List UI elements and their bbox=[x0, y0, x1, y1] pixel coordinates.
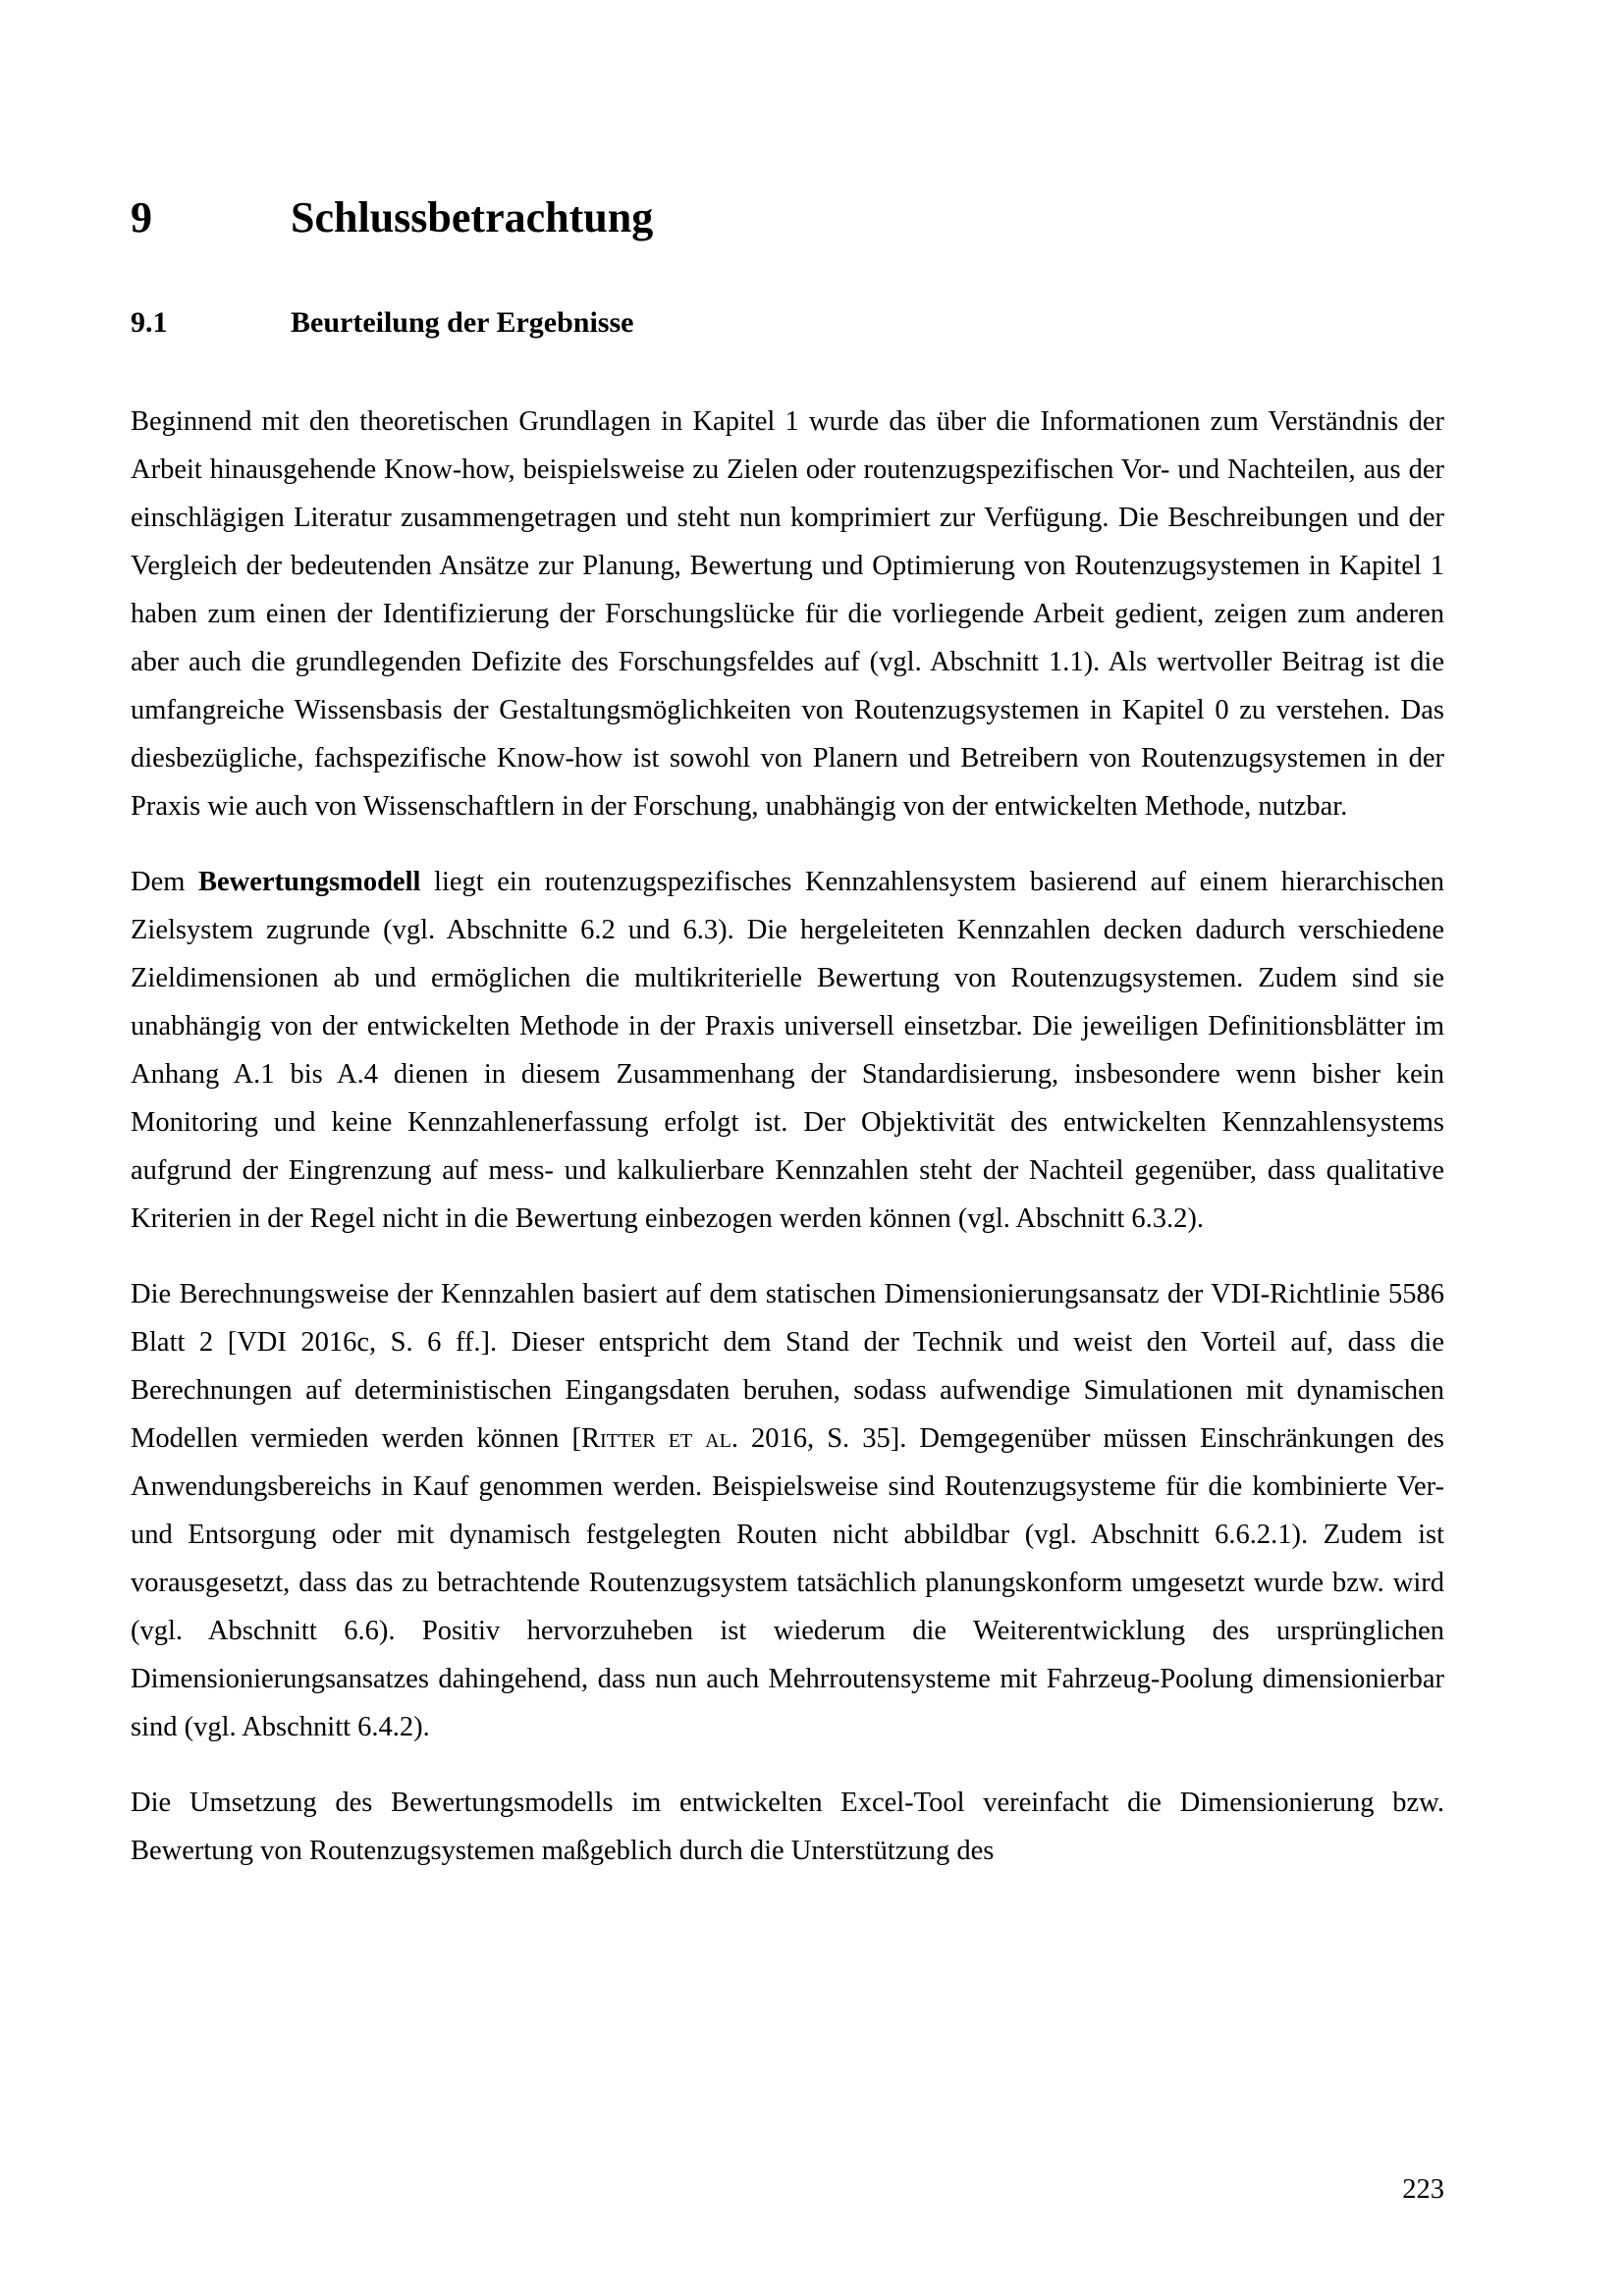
page-number: 223 bbox=[1402, 2174, 1444, 2205]
text-run: liegt ein routenzugspezifisches Kennzahlensystem basierend auf einem hierarchischen Zielsystem zugrunde (vgl. Abschnitte 6.2 und 6.3). Die hergeleiteten Kennzahlen decken dadurch verschiedene Zieldimensionen ab und ermöglichen die multikriterielle Bewertung von Routenzugsystemen. Zudem sind sie unabhängig von der entwickelten Methode in der Praxis universell einsetzbar. Die jeweiligen Definitionsblätter im Anhang A.1 bis A.4 dienen in diesem Zusammenhang der Standardisierung, insbesondere wenn bisher kein Monitoring und keine Kennzahlenerfassung erfolgt ist. Der Objektivität des entwickelten Kennzahlensystems aufgrund der Eingrenzung auf mess- und kalkulierbare Kennzahlen steht der Nachteil gegenüber, dass qualitative Kriterien in der Regel nicht in die Bewertung einbezogen werden können (vgl. Abschnitt 6.3.2). bbox=[131, 867, 1445, 1234]
section-title: Beurteilung der Ergebnisse bbox=[291, 306, 634, 339]
paragraph bbox=[131, 1779, 1444, 1875]
citation-author: Ritter et al. bbox=[580, 1423, 738, 1454]
section-heading bbox=[131, 306, 633, 341]
body-text bbox=[131, 398, 1444, 1875]
chapter-title: Schlussbetrachtung bbox=[291, 193, 654, 241]
section-number: 9.1 bbox=[131, 306, 168, 339]
text-run: 2016, S. 35]. Demgegenüber müssen Einschränkungen des Anwendungsbereichs in Kauf genommen werden. Beispielsweise sind Routenzugsysteme für die kombinierte Ver- und Entsorgung oder mit dynamisch festgelegten Routen nicht abbildbar (vgl. Abschnitt 6.6.2.1). Zudem ist vorausgesetzt, dass das zu betrachtende Routenzugsystem tatsächlich planungskonform umgesetzt wurde bzw. wird (vgl. Abschnitt 6.6). Positiv hervorzuheben ist wiederum die Weiterentwicklung des ursprünglichen Dimensionierungsansatzes dahingehend, dass nun auch Mehrroutensysteme mit Fahrzeug-Poolung dimensionierbar sind (vgl. Abschnitt 6.4.2). bbox=[131, 1423, 1444, 1742]
text-run: Die Umsetzung des Bewertungsmodells im entwickelten Excel-Tool vereinfacht die Dimensionierung bzw. Bewertung von Routenzugsystemen maßgeblich durch die Unterstützung des bbox=[131, 1788, 1444, 1866]
chapter-heading bbox=[131, 194, 653, 241]
text-run: Die Berechnungsweise der Kennzahlen basiert auf dem statischen Dimensionierungsansatz der VDI-Richtlinie 5586 Blatt 2 [VDI 2016c, S. 6 ff.]. Dieser entspricht dem Stand der Technik und weist den Vorteil auf, dass die Berechnungen auf deterministischen Eingangsdaten beruhen, sodass aufwendige Simulationen mit dynamischen Modellen vermieden werden können [ bbox=[131, 1279, 1444, 1454]
emphasized-term: Bewertungsmodell bbox=[198, 867, 421, 897]
chapter-number: 9 bbox=[131, 193, 152, 241]
paragraph bbox=[131, 1270, 1444, 1751]
paragraph bbox=[131, 398, 1444, 830]
text-run: Beginnend mit den theoretischen Grundlagen in Kapitel 1 wurde das über die Informationen zum Verständnis der Arbeit hinausgehende Know-how, beispielsweise zu Zielen oder routenzugspezifischen Vor- und Nachteilen, aus der einschlägigen Literatur zusammengetragen und steht nun komprimiert zur Verfügung. Die Beschreibungen und der Vergleich der bedeutenden Ansätze zur Planung, Bewertung und Optimierung von Routenzugsystemen in Kapitel 1 haben zum einen der Identifizierung der Forschungslücke für die vorliegende Arbeit gedient, zeigen zum anderen aber auch die grundlegenden Defizite des Forschungsfeldes auf (vgl. Abschnitt 1.1). Als wertvoller Beitrag ist die umfangreiche Wissensbasis der Gestaltungsmöglichkeiten von Routenzugsystemen in Kapitel 0 zu verstehen. Das diesbezügliche, fachspezifische Know-how ist sowohl von Planern und Betreibern von Routenzugsystemen in der Praxis wie auch von Wissenschaftlern in der Forschung, unabhängig von der entwickelten Methode, nutzbar. bbox=[131, 406, 1444, 822]
text-run: Dem bbox=[131, 867, 199, 897]
paragraph bbox=[131, 858, 1444, 1243]
